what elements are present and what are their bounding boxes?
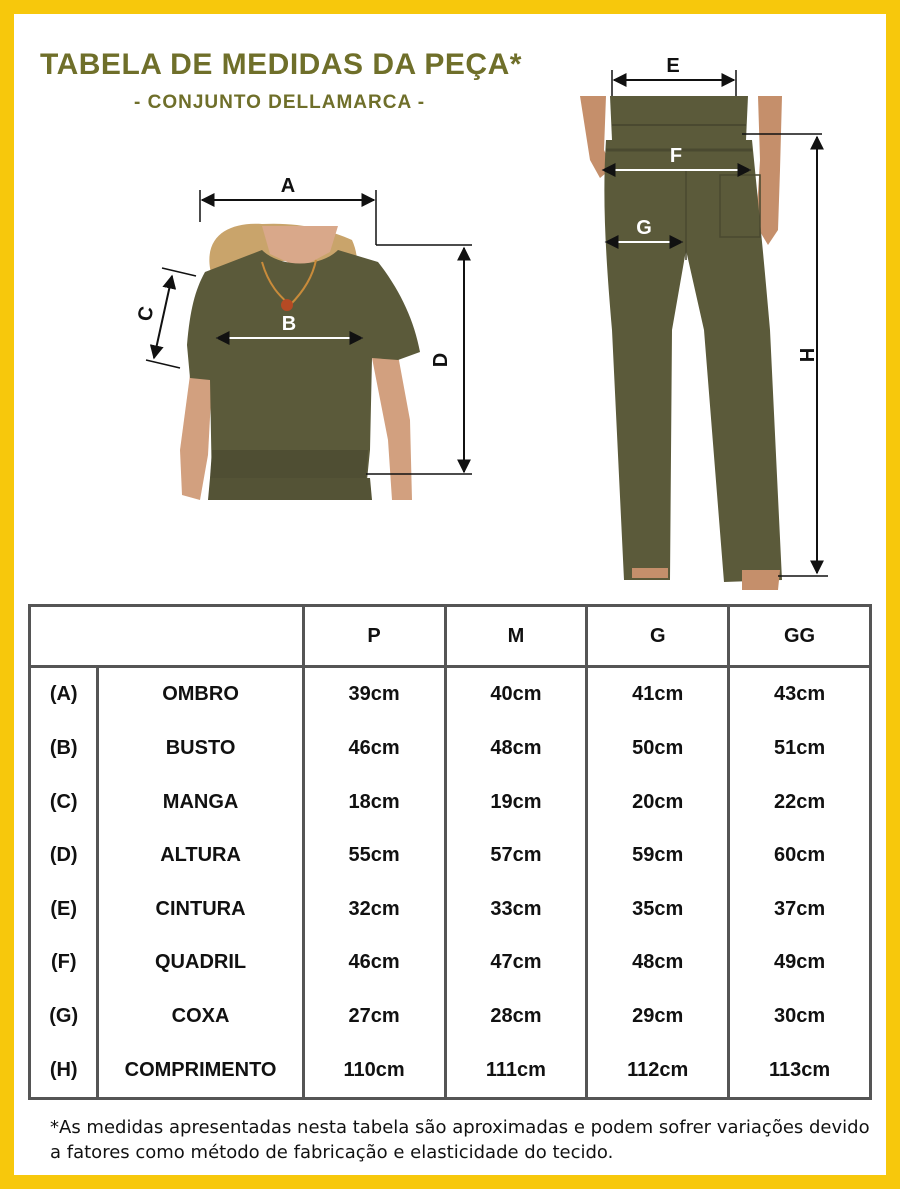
row-code: (F) (50, 951, 77, 974)
row-name: ALTURA (96, 829, 301, 883)
row-code: (H) (49, 1058, 78, 1081)
cell-g: 50cm (585, 722, 727, 776)
cell-p: 18cm (302, 775, 444, 829)
cell-m: 48cm (444, 722, 586, 776)
cell-g: 112cm (585, 1043, 727, 1097)
cell-p: 55cm (302, 829, 444, 883)
measure-c (134, 268, 196, 368)
table-row (31, 668, 869, 722)
cell-gg: 113cm (727, 1043, 869, 1097)
cell-m: 28cm (444, 990, 586, 1044)
row-code: (C) (49, 790, 78, 813)
cell-p: 46cm (302, 722, 444, 776)
table-row (31, 990, 869, 1044)
cell-g: 48cm (585, 936, 727, 990)
cell-gg: 49cm (727, 936, 869, 990)
page-subtitle: - CONJUNTO DELLAMARCA - (134, 92, 426, 113)
cell-p: 27cm (302, 990, 444, 1044)
footnote: *As medidas apresentadas nesta tabela são aproximadas e podem sofrer variações devido a fatores como método de fabricação e elasticidade do tecido. (50, 1117, 870, 1163)
row-name: OMBRO (96, 668, 301, 722)
label-f: F (669, 145, 683, 167)
table-row (31, 883, 869, 937)
label-e: E (666, 55, 680, 77)
header-blank (31, 607, 302, 668)
row-name: CINTURA (96, 883, 301, 937)
row-code: (B) (49, 736, 78, 759)
header-size-gg: GG (727, 607, 869, 668)
row-name: QUADRIL (96, 936, 301, 990)
label-c: C (133, 304, 159, 324)
row-name: COXA (96, 990, 301, 1044)
cell-p: 46cm (302, 936, 444, 990)
row-name: COMPRIMENTO (96, 1043, 301, 1097)
table-row (31, 1043, 869, 1097)
cell-g: 59cm (585, 829, 727, 883)
size-table (28, 604, 872, 1100)
cell-gg: 43cm (727, 668, 869, 722)
cell-g: 20cm (585, 775, 727, 829)
cell-g: 35cm (585, 883, 727, 937)
tshirt-model-figure (180, 224, 420, 500)
cell-m: 33cm (444, 883, 586, 937)
page-title: TABELA DE MEDIDAS DA PEÇA* (40, 48, 522, 81)
label-d: D (430, 352, 452, 368)
row-code: (E) (50, 897, 78, 920)
row-code: (A) (49, 683, 78, 706)
cell-m: 40cm (444, 668, 586, 722)
header-size-g: G (585, 607, 727, 668)
cell-p: 32cm (302, 883, 444, 937)
row-name: MANGA (96, 775, 301, 829)
label-b: B (281, 313, 297, 335)
cell-m: 111cm (444, 1043, 586, 1097)
table-row (31, 775, 869, 829)
table-row (31, 829, 869, 883)
measure-e (612, 55, 736, 96)
cell-gg: 60cm (727, 829, 869, 883)
row-code: (D) (49, 844, 78, 867)
cell-p: 39cm (302, 668, 444, 722)
cell-gg: 37cm (727, 883, 869, 937)
cell-p: 110cm (302, 1043, 444, 1097)
label-h: H (795, 347, 817, 363)
label-a: A (280, 175, 296, 197)
cell-g: 41cm (585, 668, 727, 722)
label-g: G (636, 217, 652, 239)
header-size-p: P (302, 607, 444, 668)
cell-gg: 51cm (727, 722, 869, 776)
cell-m: 57cm (444, 829, 586, 883)
table-row (31, 936, 869, 990)
cell-gg: 30cm (727, 990, 869, 1044)
size-table-header-row (31, 607, 869, 668)
row-name: BUSTO (96, 722, 301, 776)
header-size-m: M (444, 607, 586, 668)
cell-m: 19cm (444, 775, 586, 829)
cell-g: 29cm (585, 990, 727, 1044)
table-row (31, 722, 869, 776)
cell-gg: 22cm (727, 775, 869, 829)
cell-m: 47cm (444, 936, 586, 990)
row-code: (G) (49, 1005, 79, 1028)
